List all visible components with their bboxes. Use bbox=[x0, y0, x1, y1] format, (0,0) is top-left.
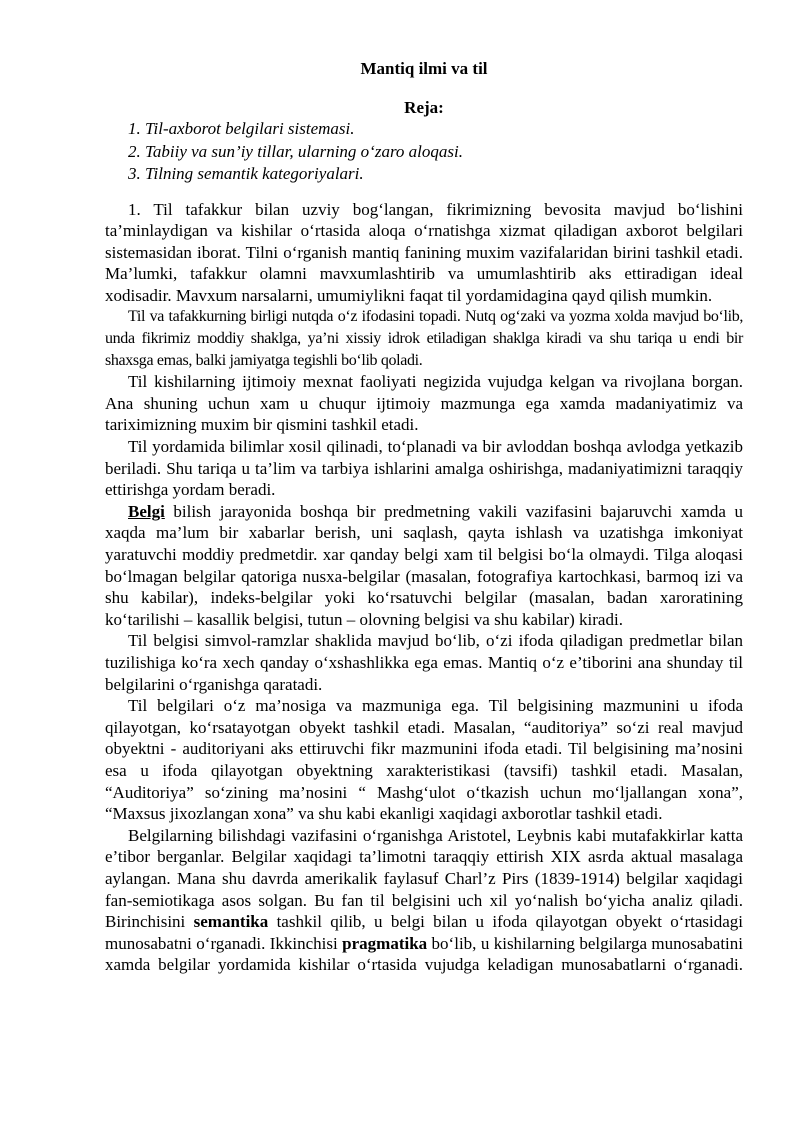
paragraph-social-origin: Til kishilarning ijtimoiy mexnat faoliyati negizida vujudga kelgan va rivojlana borgan. Ana shuning uchun xam u chuqur ijtimoiy mazmunga ega xamda madaniyatimiz va tariximizning muxim bir qismini tashkil etadi. bbox=[105, 372, 743, 435]
paragraph-text: Belgilarning bilishdagi vazifasini o‘rganishga Aristotel, Leybnis kabi mutafakkirlar katta e’tibor berganlar. Belgilar xaqidagi ta’limotni taraqqiy ettirish XIX asrda aktual masalaga aylangan. Mana shu davrda amerikalik faylasuf Charl’z Pirs (1839-1914) belgilar xaqidagi fan-semiotikaga asos solgan. Bu fan til belgisini uch xil yo‘nalish bo‘yicha analiz qiladi. Birinchisini bbox=[105, 825, 743, 932]
paragraph-sign-definition bbox=[105, 501, 743, 631]
plan-item: 3. Tilning semantik kategoriyalari. bbox=[128, 164, 364, 183]
plan-heading: Reja: bbox=[404, 98, 444, 117]
term-belgi: Belgi bbox=[128, 501, 165, 521]
plan-list bbox=[105, 118, 743, 186]
paragraph-language-definition: 1. Til tafakkur bilan uzviy bog‘langan, fikrimizning bevosita mavjud bo‘lishini ta’minlaydigan va kishilar o‘rtasida aloqa o‘rnatishga xizmat qiladigan axborot belgilari sistemasidan iborat. Tilni o‘rganish mantiq fanining muxim vazifalaridan birini tashkil etadi. Ma’lumki, tafakkur olamni mavxumlashtirib va umumlashtirib aks ettiradigan ideal xodisadir. Mavxum narsalarni, umumiylikni faqat til yordamidagina qayd qilish mumkin. bbox=[105, 199, 743, 305]
paragraph-language-and-thought: Til va tafakkurning birligi nutqda o‘z ifodasini topadi. Nutq og‘zaki va yozma xolda mavjud bo‘lib, unda fikrimiz moddiy shaklga, ya’ni xissiy idrok etiladigan shaklga kiradi va shu tariqa u endi bir shaxsga emas, balki jamiyatga tegishli bo‘lib qoladi. bbox=[105, 308, 743, 369]
paragraph-text: tashkil qilib, u belgi bilan u ifoda qilayotgan obyekt o‘rtasidagi munosabatni o‘rganadi. Ikkinchisi bbox=[105, 912, 744, 953]
paragraph-text: bilish jarayonida boshqa bir predmetning vakili vazifasini bajaruvchi xamda u xaqda ma’lum bir xabarlar berish, uni saqlash, qayta ishlash va uzatishga imkoniyat yaratuvchi moddiy predmetdir. xar qanday belgi xam til belgisi bo‘la olmaydi. Tilga aloqasi bo‘lmagan belgilar qatoriga nusxa-belgilar (masalan, fotografiya kartochkasi, barmoq izi va shu kabilar), indeks-belgilar yoki ko‘rsatuvchi belgilar (masalan, badan xaroratining ko‘tarilishi – kasallik belgisi, tutun – olovning belgisi va shu kabilar) kiradi. bbox=[105, 501, 743, 629]
plan-item: 1. Til-axborot belgilari sistemasi. bbox=[128, 119, 355, 138]
paragraph-text: bo‘lib, u kishilarning belgilarga munosabatini xamda belgilar yordamida kishilar o‘rtasida vujudga keladigan munosabatlarni o‘rganadi. bbox=[105, 933, 743, 975]
term-pragmatika: pragmatika bbox=[342, 933, 428, 953]
paragraph-sign-meaning: Til belgilari o‘z ma’nosiga va mazmuniga ega. Til belgisining mazmunini u ifoda qilayotgan, ko‘rsatayotgan obyekt tashkil etadi. Masalan, “auditoriya” so‘zi real mavjud obyektni - auditoriyani aks ettiruvchi fikr mazmunini ifoda etadi. Til belgisining ma’nosini esa u ifoda qilayotgan obyektning xarakteristikasi (tavsifi) tashkil etadi. Masalan, “Auditoriya” so‘zining ma’nosini “ Mashg‘ulot o‘tkazish uchun mo‘ljallangan xona”, “Maxsus jixozlangan xona” va shu kabi ekanligi xaqidagi axborotlar tashkil etadi. bbox=[105, 696, 743, 824]
document-title: Mantiq ilmi va til bbox=[360, 59, 488, 78]
term-semantika: semantika bbox=[193, 912, 269, 932]
paragraph-knowledge-transfer: Til yordamida bilimlar xosil qilinadi, to‘planadi va bir avloddan boshqa avlodga yetkazib beriladi. Shu tariqa u ta’lim va tarbiya ishlarini amalga oshirishga, madaniyatimizni taraqqiy ettirishga yordam beradi. bbox=[105, 437, 743, 500]
paragraph-symbol-signs: Til belgisi simvol-ramzlar shaklida mavjud bo‘lib, o‘zi ifoda qiladigan predmetlar bilan tuzilishiga ko‘ra xech qanday o‘xshashlikka ega emas. Mantiq o‘z e’tiborini ana shunday til belgilarini o‘rganishga qaratadi. bbox=[105, 631, 743, 694]
plan-item: 2. Tabiiy va sun’iy tillar, ularning o‘zaro aloqasi. bbox=[128, 141, 463, 161]
paragraph-semiotics bbox=[105, 825, 743, 976]
